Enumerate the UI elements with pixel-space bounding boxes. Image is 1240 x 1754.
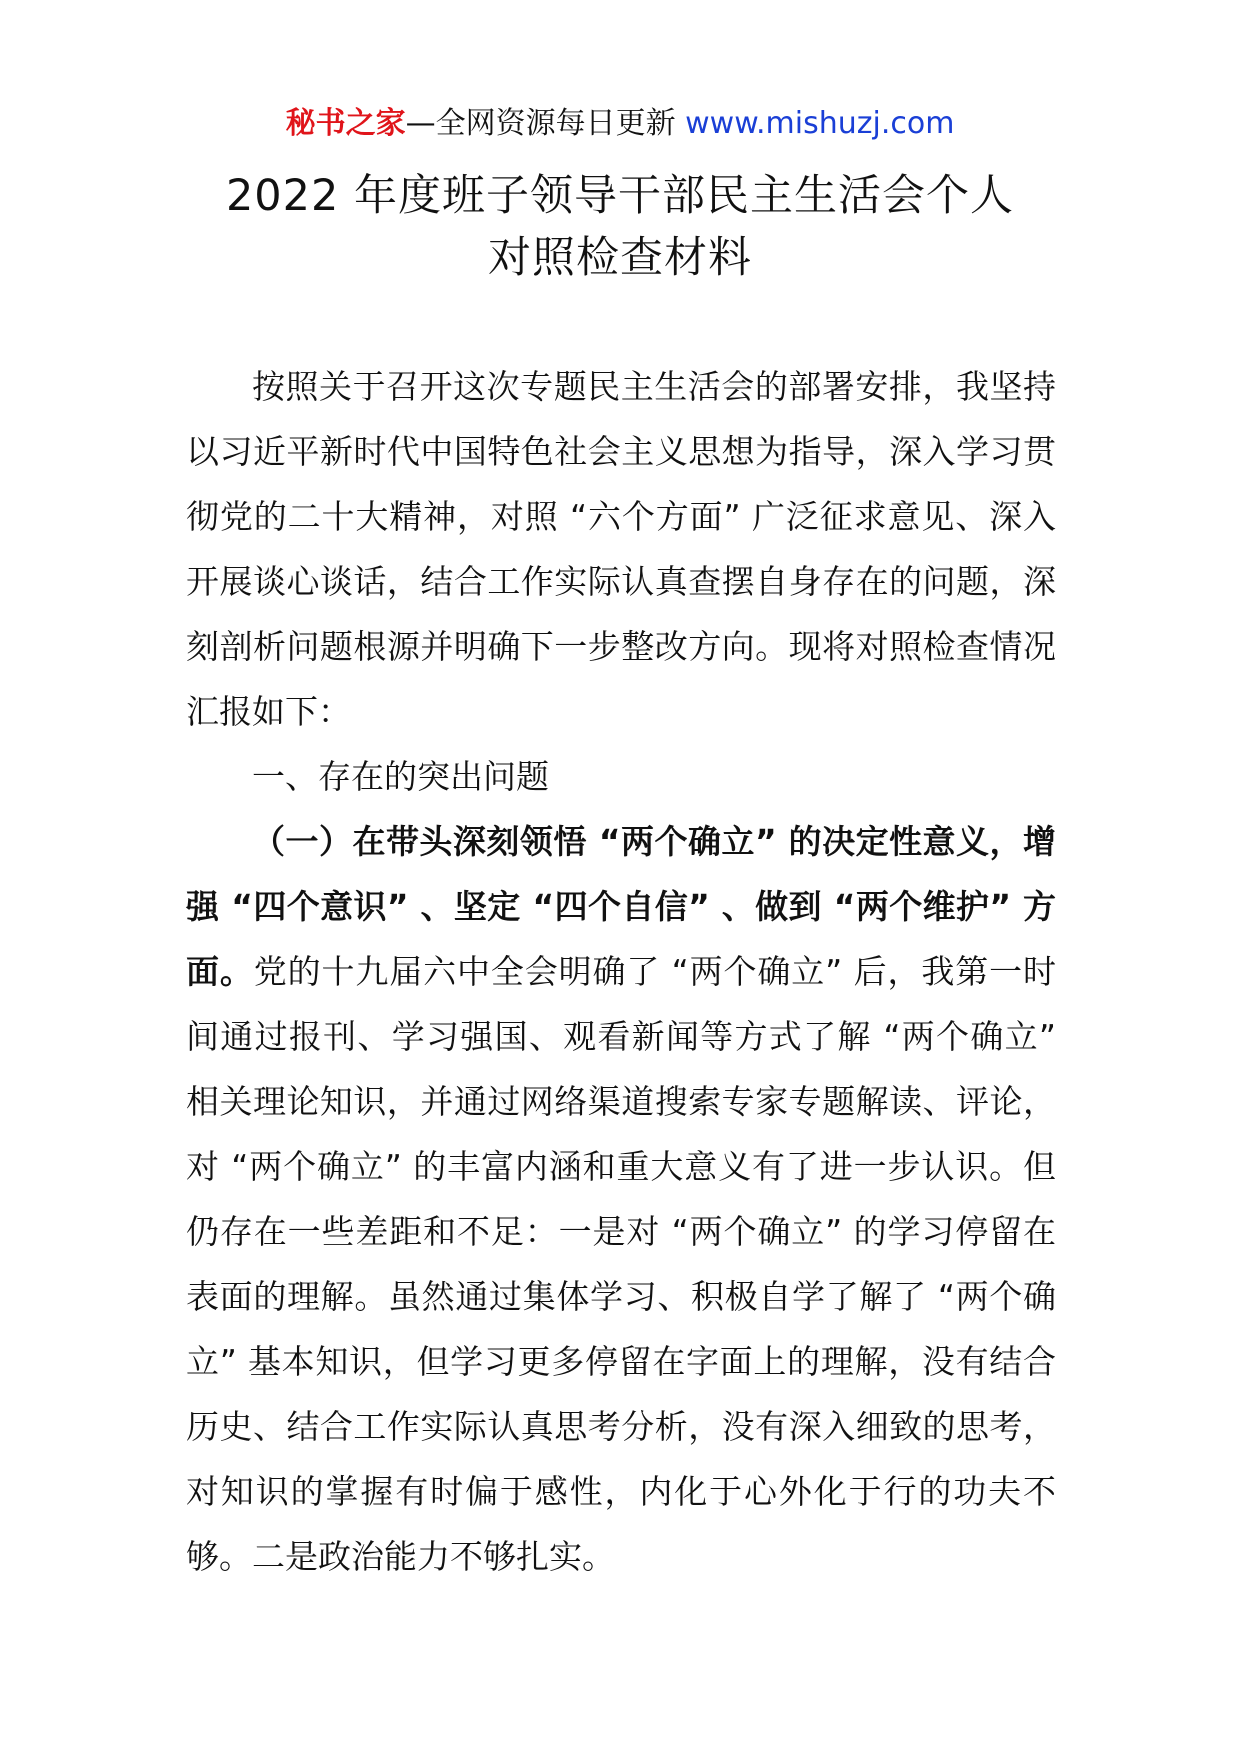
watermark-slogan: —全网资源每日更新 [405,106,686,141]
document-title [0,165,1240,289]
watermark-brand: 秘书之家 [285,106,406,141]
document-body [186,354,1056,1589]
title-line-1: 2022 年度班子领导干部民主生活会个人 [225,171,1015,221]
item-lead: （一）在带头深刻领悟 “两个确立” 的决定性意义，增强 “四个意识” 、坚定 “四个自信” 、做到 “两个维护” 方面。 [186,822,1056,991]
intro-paragraph: 按照关于召开这次专题民主生活会的部署安排，我坚持以习近平新时代中国特色社会主义思想为指导，深入学习贯彻党的二十大精神，对照 “六个方面” 广泛征求意见、深入开展谈心谈话，结合工作实际认真查摆自身存在的问题，深刻剖析问题根源并明确下一步整改方向。现将对照检查情况汇报如下： [186,367,1056,731]
item-paragraph [186,809,1056,1589]
title-line-2: 对照检查材料 [488,233,752,283]
watermark-url[interactable]: www.mishuzj.com [685,106,955,141]
section-heading: 一、存在的突出问题 [252,757,549,796]
watermark-header [0,104,1240,144]
item-body: 党的十九届六中全会明确了 “两个确立” 后，我第一时间通过报刊、学习强国、观看新闻等方式了解 “两个确立” 相关理论知识，并通过网络渠道搜索专家专题解读、评论，对 “两个确立” 的丰富内涵和重大意义有了进一步认识。但仍存在一些差距和不足：一是对 “两个确立” 的学习停留在表面的理解。虽然通过集体学习、积极自学了解了 “两个确立” 基本知识，但学习更多停留在字面上的理解，没有结合历史、结合工作实际认真思考分析，没有深入细致的思考，对知识的掌握有时偏于感性，内化于心外化于行的功夫不够。二是政治能力不够扎实。 [186,952,1057,1576]
